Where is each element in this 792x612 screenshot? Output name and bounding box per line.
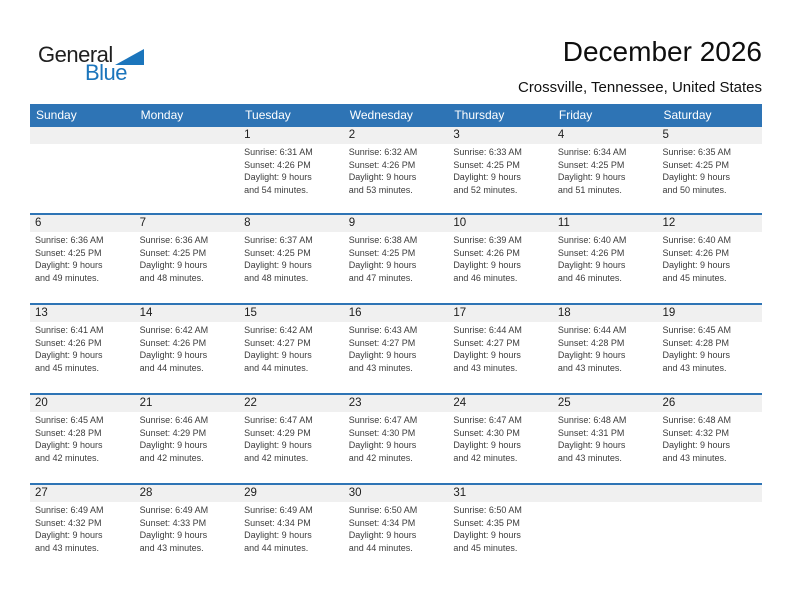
day-number-empty <box>135 127 240 144</box>
day-number-30: 30 <box>348 487 362 499</box>
week-row-5 <box>30 483 762 573</box>
daylight-line: Daylight: 9 hours and 44 minutes. <box>244 530 312 553</box>
daylight-line: Daylight: 9 hours and 42 minutes. <box>35 440 103 463</box>
daylight-line: Daylight: 9 hours and 44 minutes. <box>348 530 417 553</box>
day-cell-5 <box>657 144 762 196</box>
daylight-line: Daylight: 9 hours and 51 minutes. <box>557 172 626 195</box>
day-number-26: 26 <box>662 397 676 409</box>
sunset-line: Sunset: 4:26 PM <box>139 337 207 348</box>
daylight-line: Daylight: 9 hours and 46 minutes. <box>453 260 521 283</box>
sunset-line: Sunset: 4:29 PM <box>139 427 207 438</box>
day-cell-28 <box>135 502 240 554</box>
day-cell-18 <box>553 322 658 374</box>
daylight-line: Daylight: 9 hours and 43 minutes. <box>557 350 626 373</box>
daylight-line: Daylight: 9 hours and 47 minutes. <box>348 260 417 283</box>
day-number-19: 19 <box>662 307 676 319</box>
day-number-empty <box>657 485 762 502</box>
day-cell-empty <box>553 502 658 554</box>
sunset-line: Sunset: 4:25 PM <box>139 247 207 258</box>
day-cell-12 <box>657 232 762 284</box>
sunrise-line: Sunrise: 6:39 AM <box>453 235 522 245</box>
day-number-2: 2 <box>348 129 356 141</box>
daylight-line: Daylight: 9 hours and 43 minutes. <box>35 530 103 553</box>
sunset-line: Sunset: 4:31 PM <box>557 427 625 438</box>
sunset-line: Sunset: 4:33 PM <box>139 517 207 528</box>
day-number-7: 7 <box>139 217 146 229</box>
day-cell-6 <box>30 232 135 284</box>
day-cell-29 <box>239 502 344 554</box>
calendar-grid <box>30 104 762 573</box>
daylight-line: Daylight: 9 hours and 43 minutes. <box>139 530 208 553</box>
sunrise-line: Sunrise: 6:36 AM <box>139 235 209 245</box>
day-cell-13 <box>30 322 135 374</box>
day-number-9: 9 <box>348 217 356 229</box>
daylight-line: Daylight: 9 hours and 45 minutes. <box>35 350 103 373</box>
sunset-line: Sunset: 4:26 PM <box>662 247 730 258</box>
day-number-17: 17 <box>453 307 467 319</box>
sunset-line: Sunset: 4:25 PM <box>348 247 416 258</box>
day-cell-15 <box>239 322 344 374</box>
sunrise-line: Sunrise: 6:48 AM <box>557 415 627 425</box>
sunrise-line: Sunrise: 6:43 AM <box>348 325 418 335</box>
daylight-line: Daylight: 9 hours and 44 minutes. <box>244 350 312 373</box>
daylight-line: Daylight: 9 hours and 52 minutes. <box>453 172 521 195</box>
sunrise-line: Sunrise: 6:42 AM <box>244 325 313 335</box>
daylight-line: Daylight: 9 hours and 42 minutes. <box>348 440 417 463</box>
day-cell-2 <box>344 144 449 196</box>
sunset-line: Sunset: 4:27 PM <box>244 337 311 348</box>
daylight-line: Daylight: 9 hours and 48 minutes. <box>244 260 312 283</box>
sunrise-line: Sunrise: 6:48 AM <box>662 415 732 425</box>
daylight-line: Daylight: 9 hours and 45 minutes. <box>453 530 521 553</box>
daylight-line: Daylight: 9 hours and 49 minutes. <box>35 260 103 283</box>
day-number-28: 28 <box>139 487 153 499</box>
day-number-23: 23 <box>348 397 362 409</box>
sunrise-line: Sunrise: 6:36 AM <box>35 235 104 245</box>
day-cell-17 <box>448 322 553 374</box>
weekday-header-friday: Friday <box>558 108 593 122</box>
sunrise-line: Sunrise: 6:31 AM <box>244 147 313 157</box>
sunrise-line: Sunrise: 6:46 AM <box>139 415 209 425</box>
sunset-line: Sunset: 4:26 PM <box>557 247 625 258</box>
daylight-line: Daylight: 9 hours and 43 minutes. <box>662 440 731 463</box>
sunrise-line: Sunrise: 6:49 AM <box>35 505 104 515</box>
day-number-10: 10 <box>453 217 467 229</box>
weekday-header-saturday: Saturday <box>663 108 712 122</box>
day-details-row <box>30 144 762 196</box>
day-cell-8 <box>239 232 344 284</box>
day-number-empty <box>553 485 658 502</box>
day-number-14: 14 <box>139 307 153 319</box>
day-cell-26 <box>657 412 762 464</box>
sunrise-line: Sunrise: 6:42 AM <box>139 325 209 335</box>
sunrise-line: Sunrise: 6:47 AM <box>244 415 313 425</box>
day-number-band <box>30 127 762 144</box>
day-number-3: 3 <box>453 129 460 141</box>
week-row-1 <box>30 127 762 213</box>
sunrise-line: Sunrise: 6:32 AM <box>348 147 418 157</box>
daylight-line: Daylight: 9 hours and 42 minutes. <box>453 440 521 463</box>
weekday-header-tuesday: Tuesday <box>245 108 291 122</box>
day-details-row <box>30 232 762 284</box>
day-number-band <box>30 485 762 502</box>
day-details-row <box>30 322 762 374</box>
day-cell-empty <box>30 144 135 196</box>
weekday-header-wednesday: Wednesday <box>349 108 413 122</box>
sunrise-line: Sunrise: 6:49 AM <box>139 505 209 515</box>
sunset-line: Sunset: 4:26 PM <box>453 247 520 258</box>
daylight-line: Daylight: 9 hours and 43 minutes. <box>662 350 731 373</box>
title-block <box>518 36 762 96</box>
day-number-29: 29 <box>244 487 257 499</box>
day-cell-30 <box>344 502 449 554</box>
day-cell-20 <box>30 412 135 464</box>
sunrise-line: Sunrise: 6:34 AM <box>557 147 627 157</box>
daylight-line: Daylight: 9 hours and 48 minutes. <box>139 260 208 283</box>
sunset-line: Sunset: 4:25 PM <box>35 247 102 258</box>
sunrise-line: Sunrise: 6:50 AM <box>453 505 522 515</box>
weekday-header-monday: Monday <box>140 108 184 122</box>
day-cell-9 <box>344 232 449 284</box>
calendar-weeks <box>30 127 762 573</box>
daylight-line: Daylight: 9 hours and 53 minutes. <box>348 172 417 195</box>
day-details-row <box>30 502 762 554</box>
daylight-line: Daylight: 9 hours and 50 minutes. <box>662 172 731 195</box>
sunset-line: Sunset: 4:28 PM <box>662 337 730 348</box>
logo-text-general: General <box>38 42 113 67</box>
weekday-header-sunday: Sunday <box>36 108 77 122</box>
day-cell-27 <box>30 502 135 554</box>
day-number-5: 5 <box>662 129 669 141</box>
sunrise-line: Sunrise: 6:45 AM <box>662 325 732 335</box>
general-blue-logo <box>38 44 144 84</box>
sunset-line: Sunset: 4:32 PM <box>662 427 730 438</box>
day-cell-31 <box>448 502 553 554</box>
day-cell-4 <box>553 144 658 196</box>
sunset-line: Sunset: 4:30 PM <box>453 427 520 438</box>
day-cell-empty <box>135 144 240 196</box>
day-number-1: 1 <box>244 129 251 141</box>
day-cell-25 <box>553 412 658 464</box>
day-number-16: 16 <box>348 307 362 319</box>
week-row-2 <box>30 213 762 303</box>
sunrise-line: Sunrise: 6:44 AM <box>453 325 522 335</box>
sunrise-line: Sunrise: 6:44 AM <box>557 325 627 335</box>
day-cell-10 <box>448 232 553 284</box>
day-number-15: 15 <box>244 307 257 319</box>
day-number-band <box>30 395 762 412</box>
day-cell-3 <box>448 144 553 196</box>
sunset-line: Sunset: 4:25 PM <box>244 247 311 258</box>
day-number-24: 24 <box>453 397 467 409</box>
day-cell-21 <box>135 412 240 464</box>
sunset-line: Sunset: 4:26 PM <box>348 159 416 170</box>
sunset-line: Sunset: 4:29 PM <box>244 427 311 438</box>
day-number-22: 22 <box>244 397 257 409</box>
sunset-line: Sunset: 4:26 PM <box>244 159 311 170</box>
sunset-line: Sunset: 4:32 PM <box>35 517 102 528</box>
sunset-line: Sunset: 4:34 PM <box>348 517 416 528</box>
sunset-line: Sunset: 4:30 PM <box>348 427 416 438</box>
day-number-13: 13 <box>35 307 48 319</box>
day-cell-empty <box>657 502 762 554</box>
day-cell-16 <box>344 322 449 374</box>
sunrise-line: Sunrise: 6:38 AM <box>348 235 418 245</box>
week-row-3 <box>30 303 762 393</box>
day-number-12: 12 <box>662 217 676 229</box>
sunrise-line: Sunrise: 6:49 AM <box>244 505 313 515</box>
sunrise-line: Sunrise: 6:35 AM <box>662 147 732 157</box>
daylight-line: Daylight: 9 hours and 42 minutes. <box>244 440 312 463</box>
day-number-27: 27 <box>35 487 48 499</box>
day-number-21: 21 <box>139 397 153 409</box>
sunrise-line: Sunrise: 6:50 AM <box>348 505 418 515</box>
day-cell-14 <box>135 322 240 374</box>
sunrise-line: Sunrise: 6:40 AM <box>662 235 732 245</box>
logo-text-blue: Blue <box>85 60 128 85</box>
sunset-line: Sunset: 4:34 PM <box>244 517 311 528</box>
weekday-header-row <box>30 104 762 127</box>
weekday-header-thursday: Thursday <box>454 108 505 122</box>
sunrise-line: Sunrise: 6:45 AM <box>35 415 104 425</box>
day-number-4: 4 <box>557 129 565 141</box>
day-number-11: 11 <box>557 217 570 229</box>
day-cell-7 <box>135 232 240 284</box>
sunrise-line: Sunrise: 6:47 AM <box>348 415 418 425</box>
day-number-8: 8 <box>244 217 251 229</box>
day-cell-22 <box>239 412 344 464</box>
daylight-line: Daylight: 9 hours and 46 minutes. <box>557 260 626 283</box>
sunset-line: Sunset: 4:27 PM <box>348 337 416 348</box>
daylight-line: Daylight: 9 hours and 42 minutes. <box>139 440 208 463</box>
sunset-line: Sunset: 4:25 PM <box>557 159 625 170</box>
day-details-row <box>30 412 762 464</box>
day-number-18: 18 <box>557 307 571 319</box>
daylight-line: Daylight: 9 hours and 54 minutes. <box>244 172 312 195</box>
sunset-line: Sunset: 4:35 PM <box>453 517 520 528</box>
day-number-empty <box>30 127 135 144</box>
daylight-line: Daylight: 9 hours and 43 minutes. <box>348 350 417 373</box>
day-cell-11 <box>553 232 658 284</box>
sunset-line: Sunset: 4:27 PM <box>453 337 520 348</box>
sunrise-line: Sunrise: 6:33 AM <box>453 147 522 157</box>
day-number-25: 25 <box>557 397 571 409</box>
week-row-4 <box>30 393 762 483</box>
sunrise-line: Sunrise: 6:41 AM <box>35 325 104 335</box>
daylight-line: Daylight: 9 hours and 45 minutes. <box>662 260 731 283</box>
day-number-band <box>30 215 762 232</box>
daylight-line: Daylight: 9 hours and 43 minutes. <box>557 440 626 463</box>
sunrise-line: Sunrise: 6:40 AM <box>557 235 627 245</box>
sunrise-line: Sunrise: 6:47 AM <box>453 415 522 425</box>
sunset-line: Sunset: 4:28 PM <box>557 337 625 348</box>
sunset-line: Sunset: 4:25 PM <box>662 159 730 170</box>
day-cell-24 <box>448 412 553 464</box>
daylight-line: Daylight: 9 hours and 43 minutes. <box>453 350 521 373</box>
sunset-line: Sunset: 4:25 PM <box>453 159 520 170</box>
daylight-line: Daylight: 9 hours and 44 minutes. <box>139 350 208 373</box>
page-title: December 2026 <box>562 36 762 67</box>
day-cell-19 <box>657 322 762 374</box>
day-cell-23 <box>344 412 449 464</box>
day-cell-1 <box>239 144 344 196</box>
day-number-31: 31 <box>453 487 467 499</box>
day-number-6: 6 <box>35 217 42 229</box>
day-number-20: 20 <box>35 397 48 409</box>
day-number-band <box>30 305 762 322</box>
sunset-line: Sunset: 4:28 PM <box>35 427 102 438</box>
page-subtitle: Crossville, Tennessee, United States <box>517 79 762 96</box>
sunset-line: Sunset: 4:26 PM <box>35 337 102 348</box>
sunrise-line: Sunrise: 6:37 AM <box>244 235 313 245</box>
